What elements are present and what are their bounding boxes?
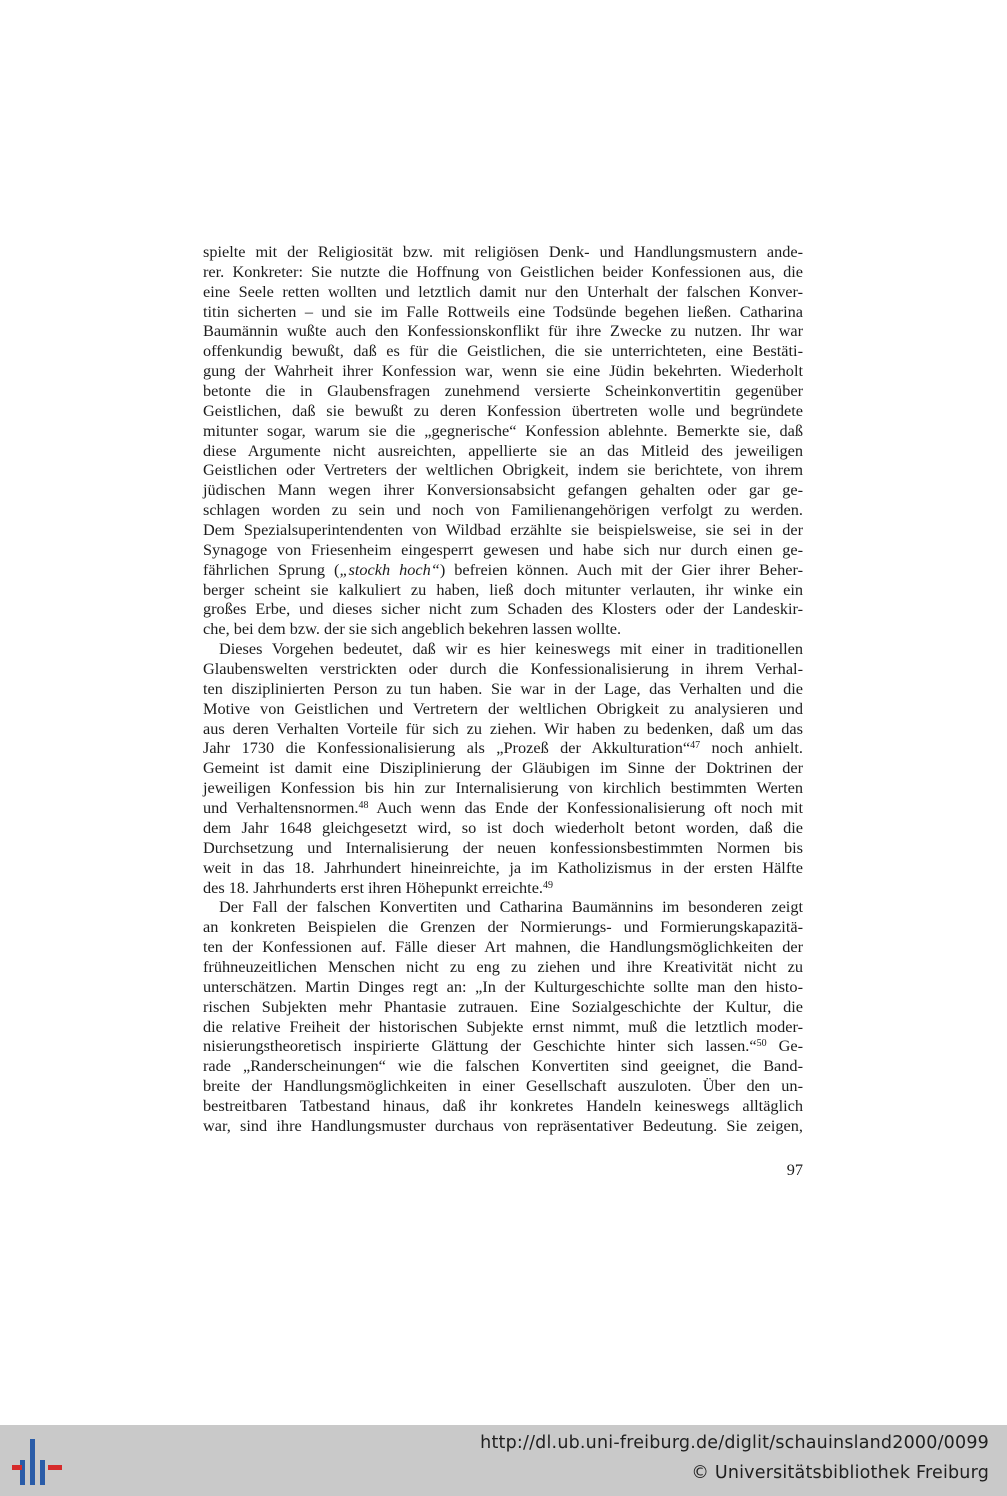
text-line: che, bei dem bzw. der sie sich angeblich bekehren lassen wollte. [203, 619, 622, 639]
text-line: bestreitbaren Tatbestand hinaus, daß ihr konkretes Handeln keineswegs alltäglich [203, 1095, 803, 1115]
text-line: eine Seele retten wollten und letztlich damit nur den Unterhalt der falschen Konver- [203, 281, 803, 301]
ub-freiburg-logo-icon [10, 1434, 66, 1490]
text-line: unterschätzen. Martin Dinges regt an: „In der Kulturgeschichte sollte man den histo- [203, 976, 803, 996]
body-text [203, 242, 803, 1136]
text-line: Geistlichen, daß sie bewußt zu deren Konfession übertreten wolle und begründete [203, 400, 803, 420]
paragraph [203, 639, 803, 897]
text-line: rischen Subjekten mehr Phantasie zutrauen. Eine Sozialgeschichte der Kultur, die [203, 996, 803, 1016]
text-line: mitunter sogar, warum sie die „gegnerische“ Konfession ablehnte. Bemerkte sie, daß [203, 420, 803, 440]
text-line [203, 878, 803, 898]
text-line: Dieses Vorgehen bedeutet, daß wir es hier keineswegs mit einer in traditionellen [219, 639, 803, 659]
text-line: an konkreten Beispielen die Grenzen der Normierungs- und Formierungskapazitä- [203, 917, 803, 937]
text-line: titin sicherten – und sie im Falle Rottweils eine Todsünde begehen ließen. Catharina [203, 301, 803, 321]
text-fragment: des 18. Jahrhunderts erst ihren Höhepunkt erreichte. [203, 877, 543, 897]
quoted-emphasis: „stockh hoch“ [339, 559, 440, 579]
text-fragment: nisierungstheoretisch inspirierte Glättung der Geschichte hinter sich lassen.“ [203, 1036, 757, 1056]
text-line: betonte die in Glaubensfragen zunehmend versierte Scheinkonvertitin gegenüber [203, 381, 803, 401]
text-line: Der Fall der falschen Konvertiten und Catharina Baumännins im besonderen zeigt [219, 897, 803, 917]
source-url-link[interactable]: http://dl.ub.uni-freiburg.de/diglit/schauinsland2000/0099 [480, 1433, 989, 1453]
text-line: Baumännin wußte auch den Konfessionskonflikt für ihre Zwecke zu nutzen. Ihr war [203, 321, 803, 341]
text-line: die relative Freiheit der historischen Subjekte ernst nimmt, muß die letztlich moder- [203, 1016, 803, 1036]
text-line [203, 798, 803, 818]
text-line: frühneuzeitlichen Menschen nicht zu eng zu ziehen und ihre Kreativität nicht zu [203, 956, 803, 976]
text-line: jeweiligen Konfession bis hin zur Internalisierung von kirchlich bestimmten Werten [203, 778, 803, 798]
text-line: weit in das 18. Jahrhundert hineinreichte, ja im Katholizismus in der ersten Hälfte [203, 857, 803, 877]
text-line [203, 738, 803, 758]
text-line: berger scheint sie kalkuliert zu haben, ließ doch mitunter verlauten, ihr winke ein [203, 579, 803, 599]
paragraph [203, 242, 803, 639]
text-line: dem Jahr 1648 gleichgesetzt wird, so ist doch wiederholt betont worden, daß die [203, 817, 803, 837]
paragraph [203, 897, 803, 1135]
text-fragment: Ge- [766, 1036, 803, 1056]
text-fragment: Jahr 1730 die Konfessionalisierung als „Prozeß der Akkulturation“ [203, 738, 691, 758]
text-line: ten der Konfessionen auf. Fälle dieser Art mahnen, die Handlungsmöglichkeiten der [203, 937, 803, 957]
footer-bar [0, 1425, 1007, 1496]
text-line: jüdischen Mann wegen ihrer Konversionsabsicht gefangen gehalten oder gar ge- [203, 480, 803, 500]
text-line [203, 1036, 803, 1056]
text-line: war, sind ihre Handlungsmuster durchaus von repräsentativer Bedeutung. Sie zeigen, [203, 1115, 803, 1135]
text-line: rer. Konkreter: Sie nutzte die Hoffnung von Geistlichen beider Konfessionen aus, die [203, 261, 803, 281]
text-line: rade „Randerscheinungen“ wie die falschen Konvertiten sind geeignet, die Band- [203, 1056, 803, 1076]
text-line: Geistlichen oder Vertreters der weltlichen Obrigkeit, indem sie berichtete, von ihrem [203, 460, 803, 480]
text-line: Durchsetzung und Internalisierung der neuen konfessionsbestimmten Normen bis [203, 837, 803, 857]
copyright-notice: © Universitätsbibliothek Freiburg [691, 1463, 989, 1483]
text-line [203, 560, 803, 580]
page-number: 97 [786, 1160, 803, 1179]
text-line: diese Argumente nicht ausreichten, appellierte sie an das Mitleid des jeweiligen [203, 440, 803, 460]
footnote-ref: 47 [690, 740, 701, 752]
text-line: großes Erbe, und dieses sicher nicht zum Schaden des Klosters oder der Landeskir- [203, 599, 803, 619]
text-line: Gemeint ist damit eine Disziplinierung der Gläubigen im Sinne der Doktrinen der [203, 758, 803, 778]
footnote-ref: 48 [358, 800, 369, 812]
text-line: ten disziplinierten Person zu tun haben. Sie war in der Lage, das Verhalten und die [203, 678, 803, 698]
text-line: breite der Handlungsmöglichkeiten in einer Gesellschaft auszuloten. Über den un- [203, 1076, 803, 1096]
text-fragment: ) befreien können. Auch mit der Gier ihrer Beher- [439, 559, 804, 579]
text-line: Glaubenswelten verstrickten oder durch die Konfessionalisierung in ihrem Verhal- [203, 659, 803, 679]
text-line: Dem Spezialsuperintendenten von Wildbad erzählte sie beispielsweise, sie sei in der [203, 520, 803, 540]
text-fragment: fährlichen Sprung ( [203, 559, 340, 579]
text-line: schlagen worden zu sein und noch von Familienangehörigen verfolgt zu werden. [203, 500, 803, 520]
text-line: aus deren Verhalten Vorteile für sich zu ziehen. Wir haben zu bedenken, daß um das [203, 718, 803, 738]
footnote-ref: 50 [756, 1038, 767, 1050]
footnote-ref: 49 [543, 879, 553, 891]
text-line: offenkundig bewußt, daß es für die Geistlichen, die sie unterrichteten, eine Bestäti- [203, 341, 803, 361]
text-line: Synagoge von Friesenheim eingesperrt gewesen und habe sich nur durch einen ge- [203, 539, 803, 559]
text-line: spielte mit der Religiosität bzw. mit religiösen Denk- und Handlungsmustern ande- [203, 242, 803, 261]
text-fragment: und Verhaltensnormen. [203, 798, 359, 818]
text-line: Motive von Geistlichen und Vertretern der weltlichen Obrigkeit zu analysieren und [203, 698, 803, 718]
text-fragment: Auch wenn das Ende der Konfessionalisierung oft noch mit [368, 798, 803, 818]
text-fragment: noch anhielt. [700, 738, 803, 758]
text-line: gung der Wahrheit ihrer Konfession war, wenn sie eine Jüdin bekehrten. Wiederholt [203, 361, 803, 381]
